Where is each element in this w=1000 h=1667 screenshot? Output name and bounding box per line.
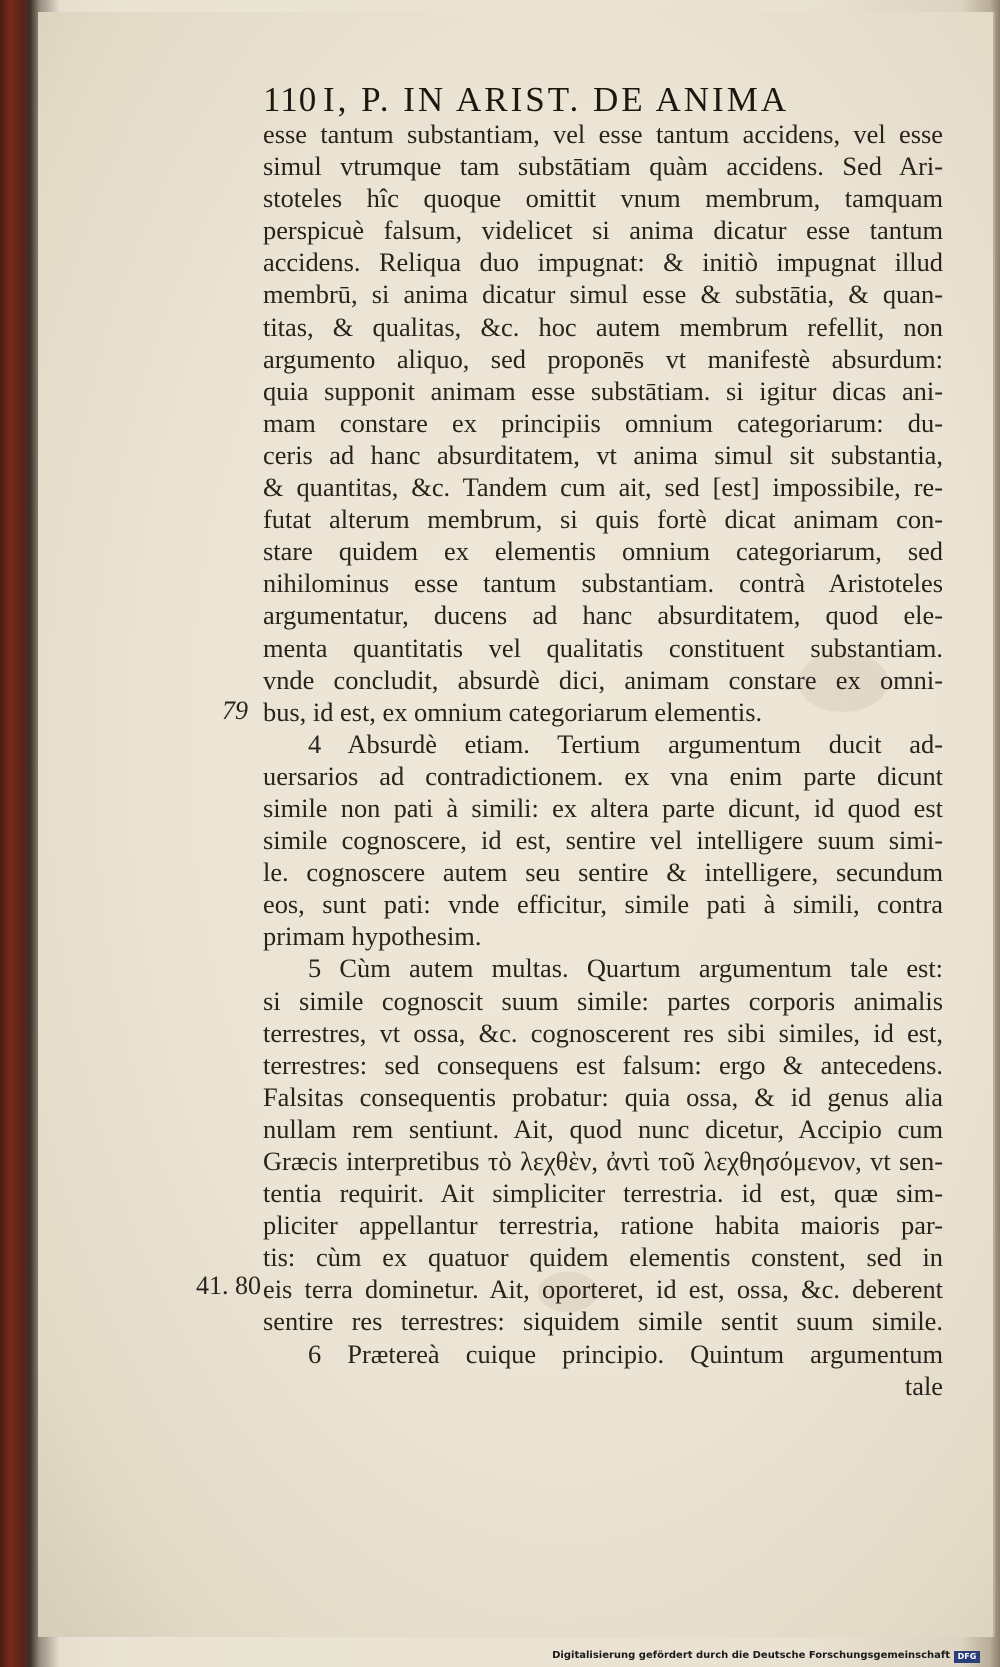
text-line: bus, id est, ex omnium categoriarum elementis.	[263, 696, 763, 727]
text-line: terrestres, vt ossa, &c. cognoscerent res sibi similes, id est,	[263, 1017, 943, 1048]
text-line: 4 Absurdè etiam. Tertium argumentum ducit ad-	[308, 728, 943, 759]
margin-note-41-80: 41. 80	[196, 1271, 261, 1300]
text-line: & quantitas, &c. Tandem cum ait, sed [est] impossibile, re-	[263, 472, 943, 503]
text-line: argumentatur, ducens ad hanc absurditatem, quod ele-	[263, 600, 943, 631]
text-line: menta quantitatis vel qualitatis constituent substantiam.	[263, 632, 943, 663]
text-line: quia supponit animam esse substātiam. si igitur dicas ani-	[263, 375, 943, 406]
text-line: pliciter appellantur terrestria, ratione habita maioris par-	[263, 1210, 943, 1241]
text-line: sentire res terrestres: siquidem simile sentit suum simile.	[263, 1306, 943, 1337]
text-line: membrū, si anima dicatur simul esse & substātia, & quan-	[263, 279, 943, 310]
text-line: Falsitas consequentis probatur: quia ossa, & id genus alia	[263, 1081, 943, 1112]
text-line: futat alterum membrum, si quis fortè dicat animam con-	[263, 504, 943, 535]
text-line: primam hypothesim.	[263, 921, 482, 952]
text-line: tentia requirit. Ait simpliciter terrestria. id est, quæ sim-	[263, 1178, 943, 1209]
text-line: 5 Cùm autem multas. Quartum argumentum tale est:	[308, 953, 943, 984]
text-line: esse tantum substantiam, vel esse tantum accidens, vel esse	[263, 119, 943, 149]
page-number: 110	[263, 80, 318, 119]
text-line: mam constare ex principiis omnium categoriarum: du-	[263, 407, 943, 438]
text-line: si simile cognoscit suum simile: partes corporis animalis	[263, 985, 943, 1016]
text-line: uersarios ad contradictionem. ex vna enim parte dicunt	[263, 760, 943, 791]
running-title: I, P. IN ARIST. DE ANIMA	[323, 80, 790, 119]
text-line: le. cognoscere autem seu sentire & intelligere, secundum	[263, 857, 943, 888]
text-line: simile non pati à simili: ex altera parte dicunt, id quod est	[263, 792, 943, 823]
text-line: vnde concludit, absurdè dici, animam constare ex omni-	[263, 664, 943, 695]
dfg-logo[interactable]: DFG	[954, 1651, 980, 1663]
text-line: tis: cùm ex quatuor quidem elementis constent, sed in	[263, 1242, 943, 1273]
text-line: eis terra dominetur. Ait, oporteret, id est, ossa, &c. deberent	[263, 1274, 943, 1305]
funding-credit: Digitalisierung gefördert durch die Deutsche Forschungsgemeinschaft	[552, 1650, 950, 1661]
text-line: terrestres: sed consequens est falsum: ergo & antecedens.	[263, 1049, 943, 1080]
text-line: stoteles hîc quoque omittit vnum membrum, tamquam	[263, 183, 943, 214]
text-line: nihilominus esse tantum substantiam. contrà Aristoteles	[263, 568, 943, 599]
text-line: simile cognoscere, id est, sentire vel intelligere suum simi-	[263, 825, 943, 856]
text-line: Græcis interpretibus τὸ λεχθὲν, ἀντὶ τοῦ λεχθησόμενον, vt sen-	[263, 1146, 943, 1176]
text-line: eos, sunt pati: vnde efficitur, simile pati à simili, contra	[263, 889, 943, 920]
text-line: nullam rem sentiunt. Ait, quod nunc dicetur, Accipio cum	[263, 1113, 943, 1144]
text-line: ceris ad hanc absurditatem, vt anima simul sit substantia,	[263, 439, 943, 470]
body-text	[263, 118, 943, 1402]
text-line: 6 Prætereà cuique principio. Quintum argumentum	[308, 1338, 943, 1369]
catchword: tale	[904, 1370, 943, 1401]
text-line: titas, & qualitas, &c. hoc autem membrum refellit, non	[263, 311, 943, 342]
text-line: stare quidem ex elementis omnium categoriarum, sed	[263, 536, 943, 567]
running-header	[263, 80, 943, 120]
digitization-footer	[552, 1650, 980, 1666]
text-line: argumento aliquo, sed proponēs vt manifestè absurdum:	[263, 343, 943, 374]
text-line: simul vtrumque tam substātiam quàm accidens. Sed Ari-	[263, 151, 943, 182]
text-line: perspicuè falsum, videlicet si anima dicatur esse tantum	[263, 215, 943, 246]
text-line: accidens. Reliqua duo impugnat: & initiò impugnat illud	[263, 247, 943, 278]
margin-note-79: 79	[222, 696, 248, 725]
